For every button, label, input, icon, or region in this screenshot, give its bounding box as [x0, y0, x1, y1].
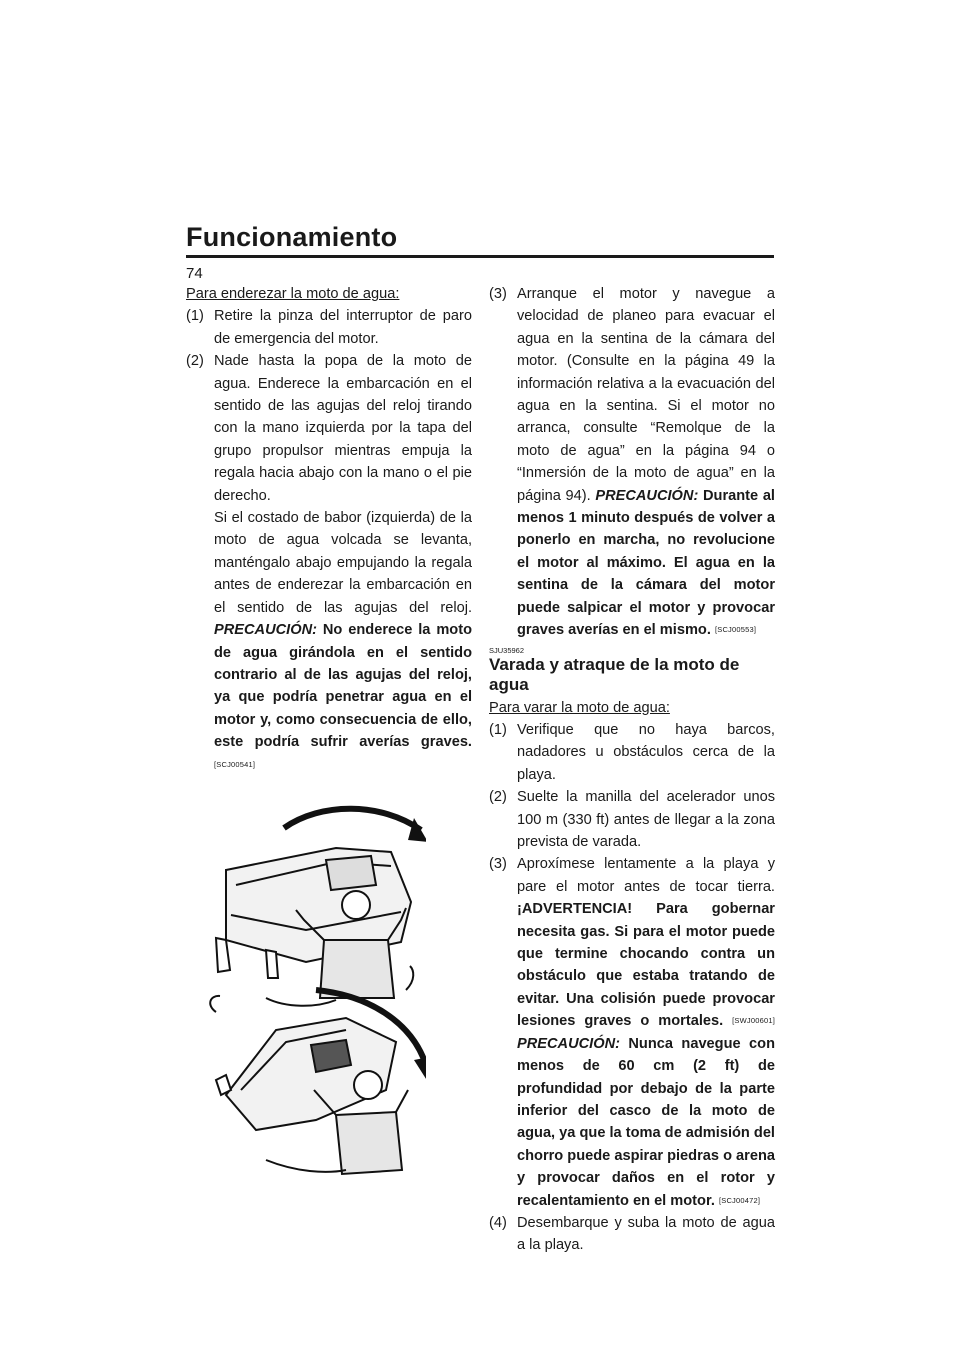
item-number: (1): [489, 721, 507, 738]
caution-label: PRECAUCIÓN:: [595, 487, 699, 504]
rotation-arrow-icon: [284, 809, 421, 830]
list-item: [489, 283, 775, 642]
item-text: Arranque el motor y navegue a velocidad de planeo para evacuar el agua en la sentina de la cámara del motor. (Consulte en la página 49 la información relativa a la evacuación del agua en la sentina. Si el motor no arranca, consulte “Remolque de la moto de agua” en la página 94 o “Inmersión de la moto de agua” en la página 94).: [517, 286, 775, 504]
item-text: Si el costado de babor (izquierda) de la moto de agua volcada se levanta, manténgalo abajo empujando la regala antes de enderezar la embarcación en el sentido de las agujas del reloj.: [214, 510, 472, 616]
left-column: [186, 283, 472, 1187]
item-number: (3): [489, 286, 507, 302]
section-code: SJU35962: [489, 645, 525, 655]
list-item: [489, 786, 775, 853]
caution-label: PRECAUCIÓN:: [517, 1035, 620, 1052]
item-number: (2): [186, 353, 204, 370]
item-text: Suelte la manilla del acelerador unos 100 m (330 ft) antes de llegar a la zona prevista de varada.: [517, 789, 775, 850]
list-item: [489, 719, 775, 786]
item-text: Desembarque y suba la moto de agua a la playa.: [517, 1215, 775, 1254]
item-body: [517, 853, 775, 1212]
arrow-head-icon: [414, 1056, 426, 1082]
caution-text: Durante al menos 1 minuto después de volver a ponerlo en marcha, no revolucione el motor al máximo. El agua en la sentina de la cámara del motor puede salpicar el motor y provocar graves averías en el mismo.: [517, 487, 775, 639]
caution-text: No enderece la moto de agua girándola en el sentido contrario al de las agujas del reloj, ya que podría penetrar agua en el motor y, como consecuencia de ello, este podría sufrir averías graves.: [214, 622, 473, 751]
page-header: [186, 220, 774, 258]
item-number: (1): [186, 308, 204, 325]
list-item: [489, 853, 775, 1212]
item-number: (2): [489, 789, 507, 806]
caution-code: [SCJ00553]: [714, 625, 757, 635]
list-item: [489, 1212, 775, 1257]
item-number: (3): [489, 856, 507, 873]
list-item: [186, 350, 472, 507]
subheading-beaching: Para varar la moto de agua:: [489, 699, 670, 716]
page-title: Funcionamiento: [186, 222, 398, 252]
caution-code: [SCJ00472]: [718, 1195, 761, 1205]
righting-illustration: [196, 790, 426, 1180]
item-paragraph: [186, 507, 472, 776]
caution-text: Nunca navegue con menos de 60 cm (2 ft) de profundidad por debajo de la parte inferior del casco de la moto de agua, ya que la toma de admisión del chorro puede aspirar piedras o arena y provocar daños en el rotor y recalentamiento en el motor.: [517, 1035, 775, 1209]
item-text: Verifique que no haya barcos, nadadores u obstáculos cerca de la playa.: [517, 721, 775, 783]
page-number: 74: [186, 265, 203, 282]
water-ripple-icon: [266, 1160, 346, 1172]
item-number: (4): [489, 1215, 507, 1232]
subheading-righting: Para enderezar la moto de agua:: [186, 286, 400, 302]
caution-code: [SCJ00541]: [214, 759, 256, 769]
list-item: [186, 305, 472, 350]
item-text: Aproxímese lentamente a la playa y pare el motor antes de tocar tierra.: [517, 856, 775, 895]
right-column: [489, 283, 775, 1257]
item-text: Retire la pinza del interruptor de paro de emergencia del motor.: [214, 308, 472, 347]
header-rule: [186, 255, 774, 258]
section-title: Varada y atraque de la moto de agua: [489, 654, 740, 694]
warning-code: [SWJ00601]: [732, 1016, 775, 1026]
caution-label: PRECAUCIÓN:: [214, 622, 317, 639]
warning-text: ¡ADVERTENCIA! Para gobernar necesita gas. Si para el motor puede que termine chocando contra un obstáculo que estaba tratando de evitar. Una colisión puede provocar lesiones graves o mortales.: [517, 901, 775, 1030]
item-body: [517, 283, 775, 642]
item-text: Nade hasta la popa de la moto de agua. Enderece la embarcación en el sentido de las agujas del reloj tirando con la mano izquierda por la tapa del grupo propulsor mientras empuja la regala hacia abajo con la mano o el pie derecho.: [214, 353, 472, 504]
